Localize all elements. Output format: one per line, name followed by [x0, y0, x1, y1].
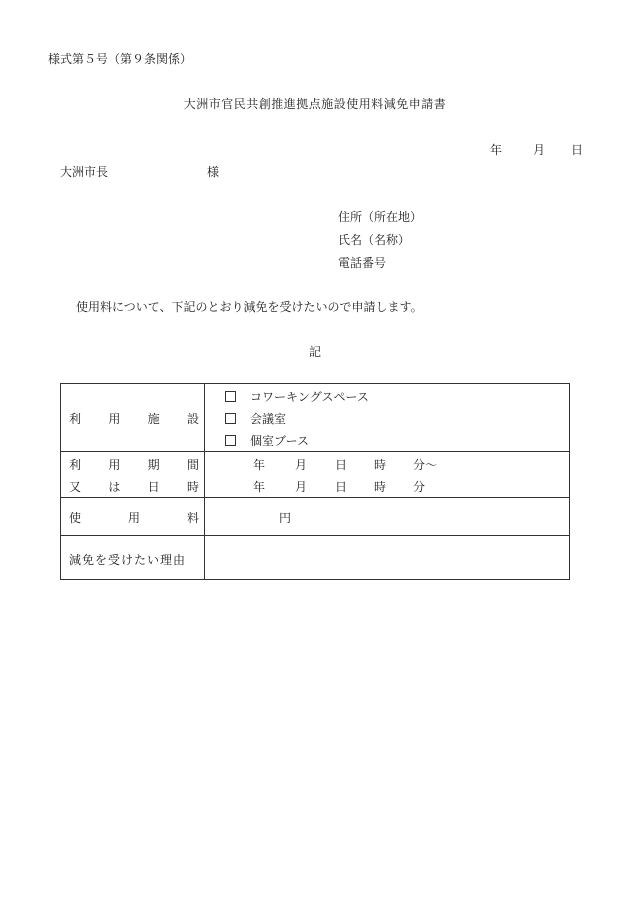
reason-input-area[interactable]: [211, 540, 561, 574]
start-hour-unit: 時: [374, 458, 387, 472]
end-day-unit: 日: [335, 480, 348, 494]
row-divider: [61, 497, 569, 498]
applicant-address-label: 住所（所在地）: [338, 210, 423, 224]
applicant-phone-label: 電話番号: [338, 256, 387, 270]
facility-option-private-booth[interactable]: 個室ブース: [225, 432, 309, 449]
row-divider: [61, 451, 569, 452]
period-label-line1: 利 用 期 間: [69, 458, 199, 472]
end-year-unit: 年: [253, 480, 266, 494]
start-minute-unit: 分～: [413, 458, 438, 472]
recipient-honorific: 様: [207, 165, 220, 179]
checkbox-private-booth[interactable]: [225, 435, 236, 446]
form-number: 様式第５号（第９条関係）: [48, 52, 193, 66]
reason-label: 減免を受けたい理由: [69, 553, 187, 567]
fee-yen-unit[interactable]: 円: [279, 511, 292, 525]
fee-label: 使 用 料: [69, 511, 199, 525]
checkbox-meeting-room[interactable]: [225, 413, 236, 424]
date-month-label: 月: [533, 143, 546, 157]
detail-table: [60, 383, 570, 580]
request-statement: 使用料について、下記のとおり減免を受けたいので申請します。: [76, 300, 423, 314]
date-year-label: 年: [490, 143, 503, 157]
date-day-label: 日: [571, 143, 584, 157]
facility-option-meeting-room[interactable]: 会議室: [225, 410, 286, 427]
start-year-unit: 年: [253, 458, 266, 472]
recipient-name: 大洲市長: [60, 165, 109, 179]
checkbox-coworking[interactable]: [225, 391, 236, 402]
column-divider: [204, 384, 205, 579]
row-divider: [61, 535, 569, 536]
facility-label: 利 用 施 設: [69, 412, 199, 426]
facility-option-coworking[interactable]: コワーキングスペース: [225, 388, 369, 405]
document-title: 大洲市官民共創推進拠点施設使用料減免申請書: [183, 97, 447, 111]
start-month-unit: 月: [295, 458, 308, 472]
end-hour-unit: 時: [374, 480, 387, 494]
end-month-unit: 月: [295, 480, 308, 494]
start-day-unit: 日: [335, 458, 348, 472]
end-minute-unit: 分: [413, 480, 426, 494]
period-label-line2: 又 は 日 時: [69, 480, 199, 494]
applicant-name-label: 氏名（名称）: [338, 233, 411, 247]
ki-heading: 記: [308, 345, 321, 359]
